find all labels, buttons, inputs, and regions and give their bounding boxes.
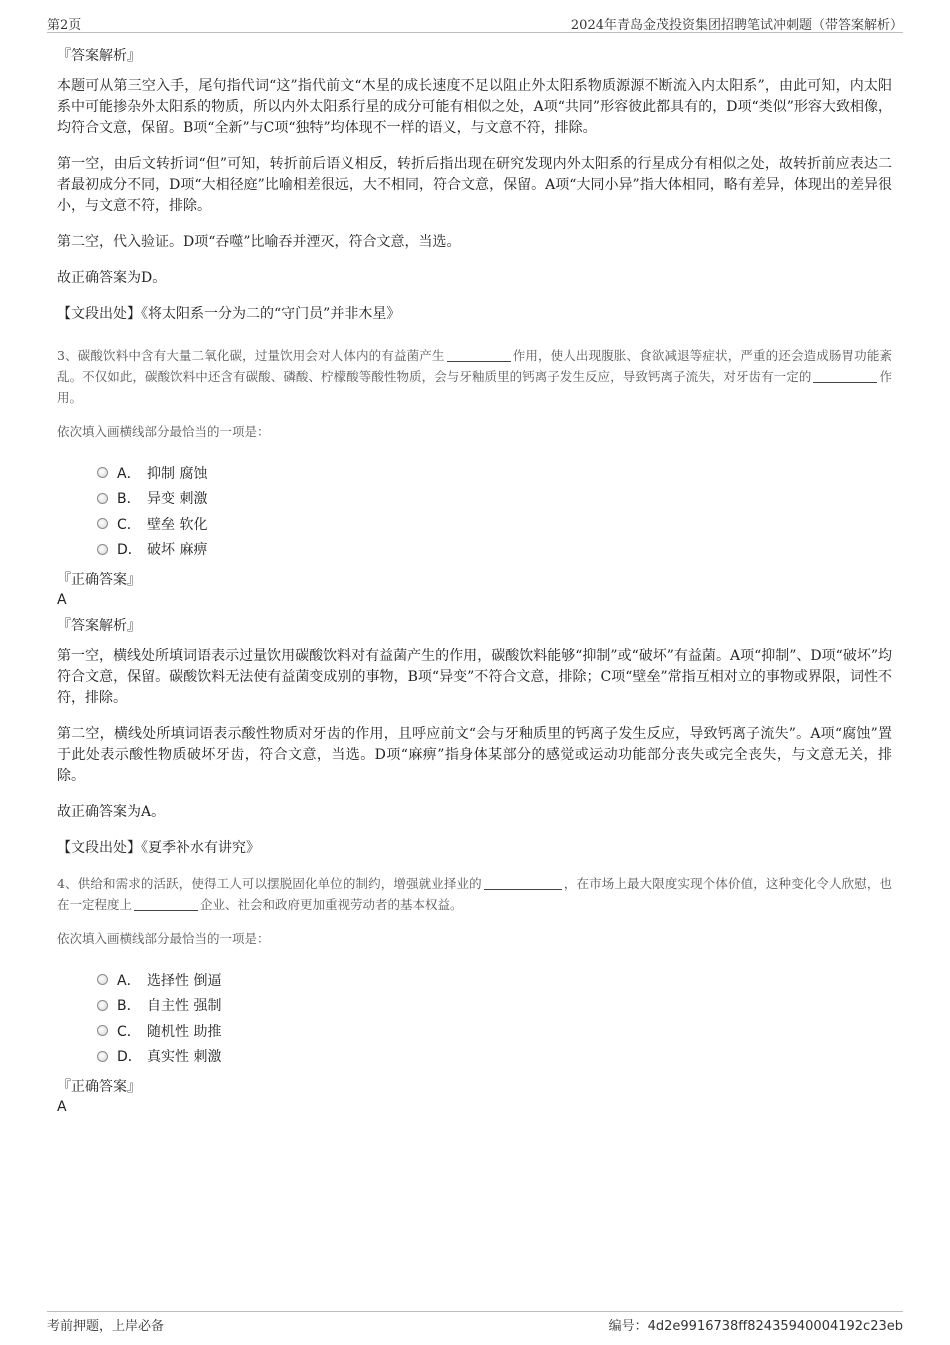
page-header bbox=[47, 10, 903, 33]
correct-answer: A bbox=[57, 1099, 67, 1115]
blank-line bbox=[484, 875, 562, 890]
radio-icon[interactable] bbox=[97, 493, 108, 504]
q3-options bbox=[97, 460, 892, 562]
q4-options bbox=[97, 967, 892, 1069]
question-3-text: 3、碳酸饮料中含有大量二氧化碳，过量饮用会对人体内的有益菌产生 作用，使人出现腹胀、食欲减退等症状，严重的还会造成肠胃功能紊乱。不仅如此，碳酸饮料中还含有碳酸、磷酸、柠檬酸等酸性物质，会与牙釉质里的钙离子发生反应，导致钙离子流失，对牙齿有一定的 作用。 bbox=[57, 348, 892, 405]
analysis-label: 『答案解析』 bbox=[57, 618, 141, 634]
blank-line bbox=[134, 896, 198, 911]
analysis-paragraph: 第一空，由后文转折词“但”可知，转折前后语义相反，转折后指出现在研究发现内外太阳系的行星成分有相似之处，故转折前应表达二者最初成分不同，D项“大相径庭”比喻相差很远，大不相同，符合文意，保留。A项“大同小异”指大体相同，略有差异，体现出的差异很小，与文意不符，排除。 bbox=[57, 156, 892, 214]
analysis-paragraph: 第二空，横线处所填词语表示酸性物质对牙齿的作用，且呼应前文“会与牙釉质里的钙离子发生反应，导致钙离子流失”。A项“腐蚀”置于此处表示酸性物质破坏牙齿，符合文意，当选。D项“麻痹”指身体某部分的感觉或运动功能部分丧失或完全丧失，与文意无关，排除。 bbox=[57, 726, 892, 784]
conclusion: 故正确答案为D。 bbox=[57, 270, 167, 286]
radio-icon[interactable] bbox=[97, 1000, 108, 1011]
radio-icon[interactable] bbox=[97, 974, 108, 985]
correct-answer-label: 『正确答案』 bbox=[57, 1079, 141, 1095]
question-prompt: 依次填入画横线部分最恰当的一项是： bbox=[57, 424, 270, 439]
option-b[interactable]: B． 异变 刺激 bbox=[97, 486, 892, 512]
radio-icon[interactable] bbox=[97, 1051, 108, 1062]
source-note: 【文段出处】《将太阳系一分为二的“守门员”并非木星》 bbox=[57, 306, 401, 322]
option-c[interactable]: C． 壁垒 软化 bbox=[97, 511, 892, 537]
document-title: 2024年青岛金茂投资集团招聘笔试冲刺题（带答案解析） bbox=[570, 18, 903, 33]
page-content bbox=[57, 46, 892, 1123]
footer-slogan: 考前押题，上岸必备 bbox=[47, 1319, 165, 1334]
page-number: 第2页 bbox=[47, 18, 82, 33]
question-4-text: 4、供给和需求的活跃，使得工人可以摆脱固化单位的制约，增强就业择业的 ，在市场上最大限度实现个体价值，这种变化令人欣慰，也在一定程度上 企业、社会和政府更加重视劳动者的基本权益。 bbox=[57, 876, 892, 912]
blank-line bbox=[813, 368, 877, 383]
document-code: 编号：4d2e9916738ff82435940004192c23eb bbox=[608, 1319, 903, 1334]
option-a[interactable]: A． 选择性 倒逼 bbox=[97, 967, 892, 993]
option-c[interactable]: C． 随机性 助推 bbox=[97, 1018, 892, 1044]
option-a[interactable]: A． 抑制 腐蚀 bbox=[97, 460, 892, 486]
correct-answer-label: 『正确答案』 bbox=[57, 572, 141, 588]
correct-answer: A bbox=[57, 592, 67, 608]
source-note: 【文段出处】《夏季补水有讲究》 bbox=[57, 840, 260, 856]
analysis-label: 『答案解析』 bbox=[57, 48, 141, 64]
option-b[interactable]: B． 自主性 强制 bbox=[97, 993, 892, 1019]
option-d[interactable]: D． 破坏 麻痹 bbox=[97, 537, 892, 563]
blank-line bbox=[447, 347, 511, 362]
radio-icon[interactable] bbox=[97, 518, 108, 529]
analysis-paragraph: 本题可从第三空入手，尾句指代词“这”指代前文“木星的成长速度不足以阻止外太阳系物质源源不断流入内太阳系”，由此可知，内太阳系中可能掺杂外太阳系的物质，所以内外太阳系行星的成分可能有相似之处，A项“共同”形容彼此都具有的，D项“类似”形容大致相像，均符合文意，保留。B项“全新”与C项“独特”均体现不一样的语义，与文意不符，排除。 bbox=[57, 78, 892, 136]
analysis-paragraph: 第二空，代入验证。D项“吞噬”比喻吞并湮灭，符合文意，当选。 bbox=[57, 234, 461, 250]
option-d[interactable]: D． 真实性 刺激 bbox=[97, 1044, 892, 1070]
radio-icon[interactable] bbox=[97, 1025, 108, 1036]
question-prompt: 依次填入画横线部分最恰当的一项是： bbox=[57, 931, 270, 946]
analysis-paragraph: 第一空，横线处所填词语表示过量饮用碳酸饮料对有益菌产生的作用，碳酸饮料能够“抑制”或“破坏”有益菌。A项“抑制”、D项“破坏”均符合文意，保留。碳酸饮料无法使有益菌变成别的事物，B项“异变”不符合文意，排除；C项“壁垒”常指互相对立的事物或界限，词性不符，排除。 bbox=[57, 648, 892, 706]
page-footer bbox=[47, 1311, 903, 1336]
conclusion: 故正确答案为A。 bbox=[57, 804, 166, 820]
radio-icon[interactable] bbox=[97, 544, 108, 555]
radio-icon[interactable] bbox=[97, 467, 108, 478]
